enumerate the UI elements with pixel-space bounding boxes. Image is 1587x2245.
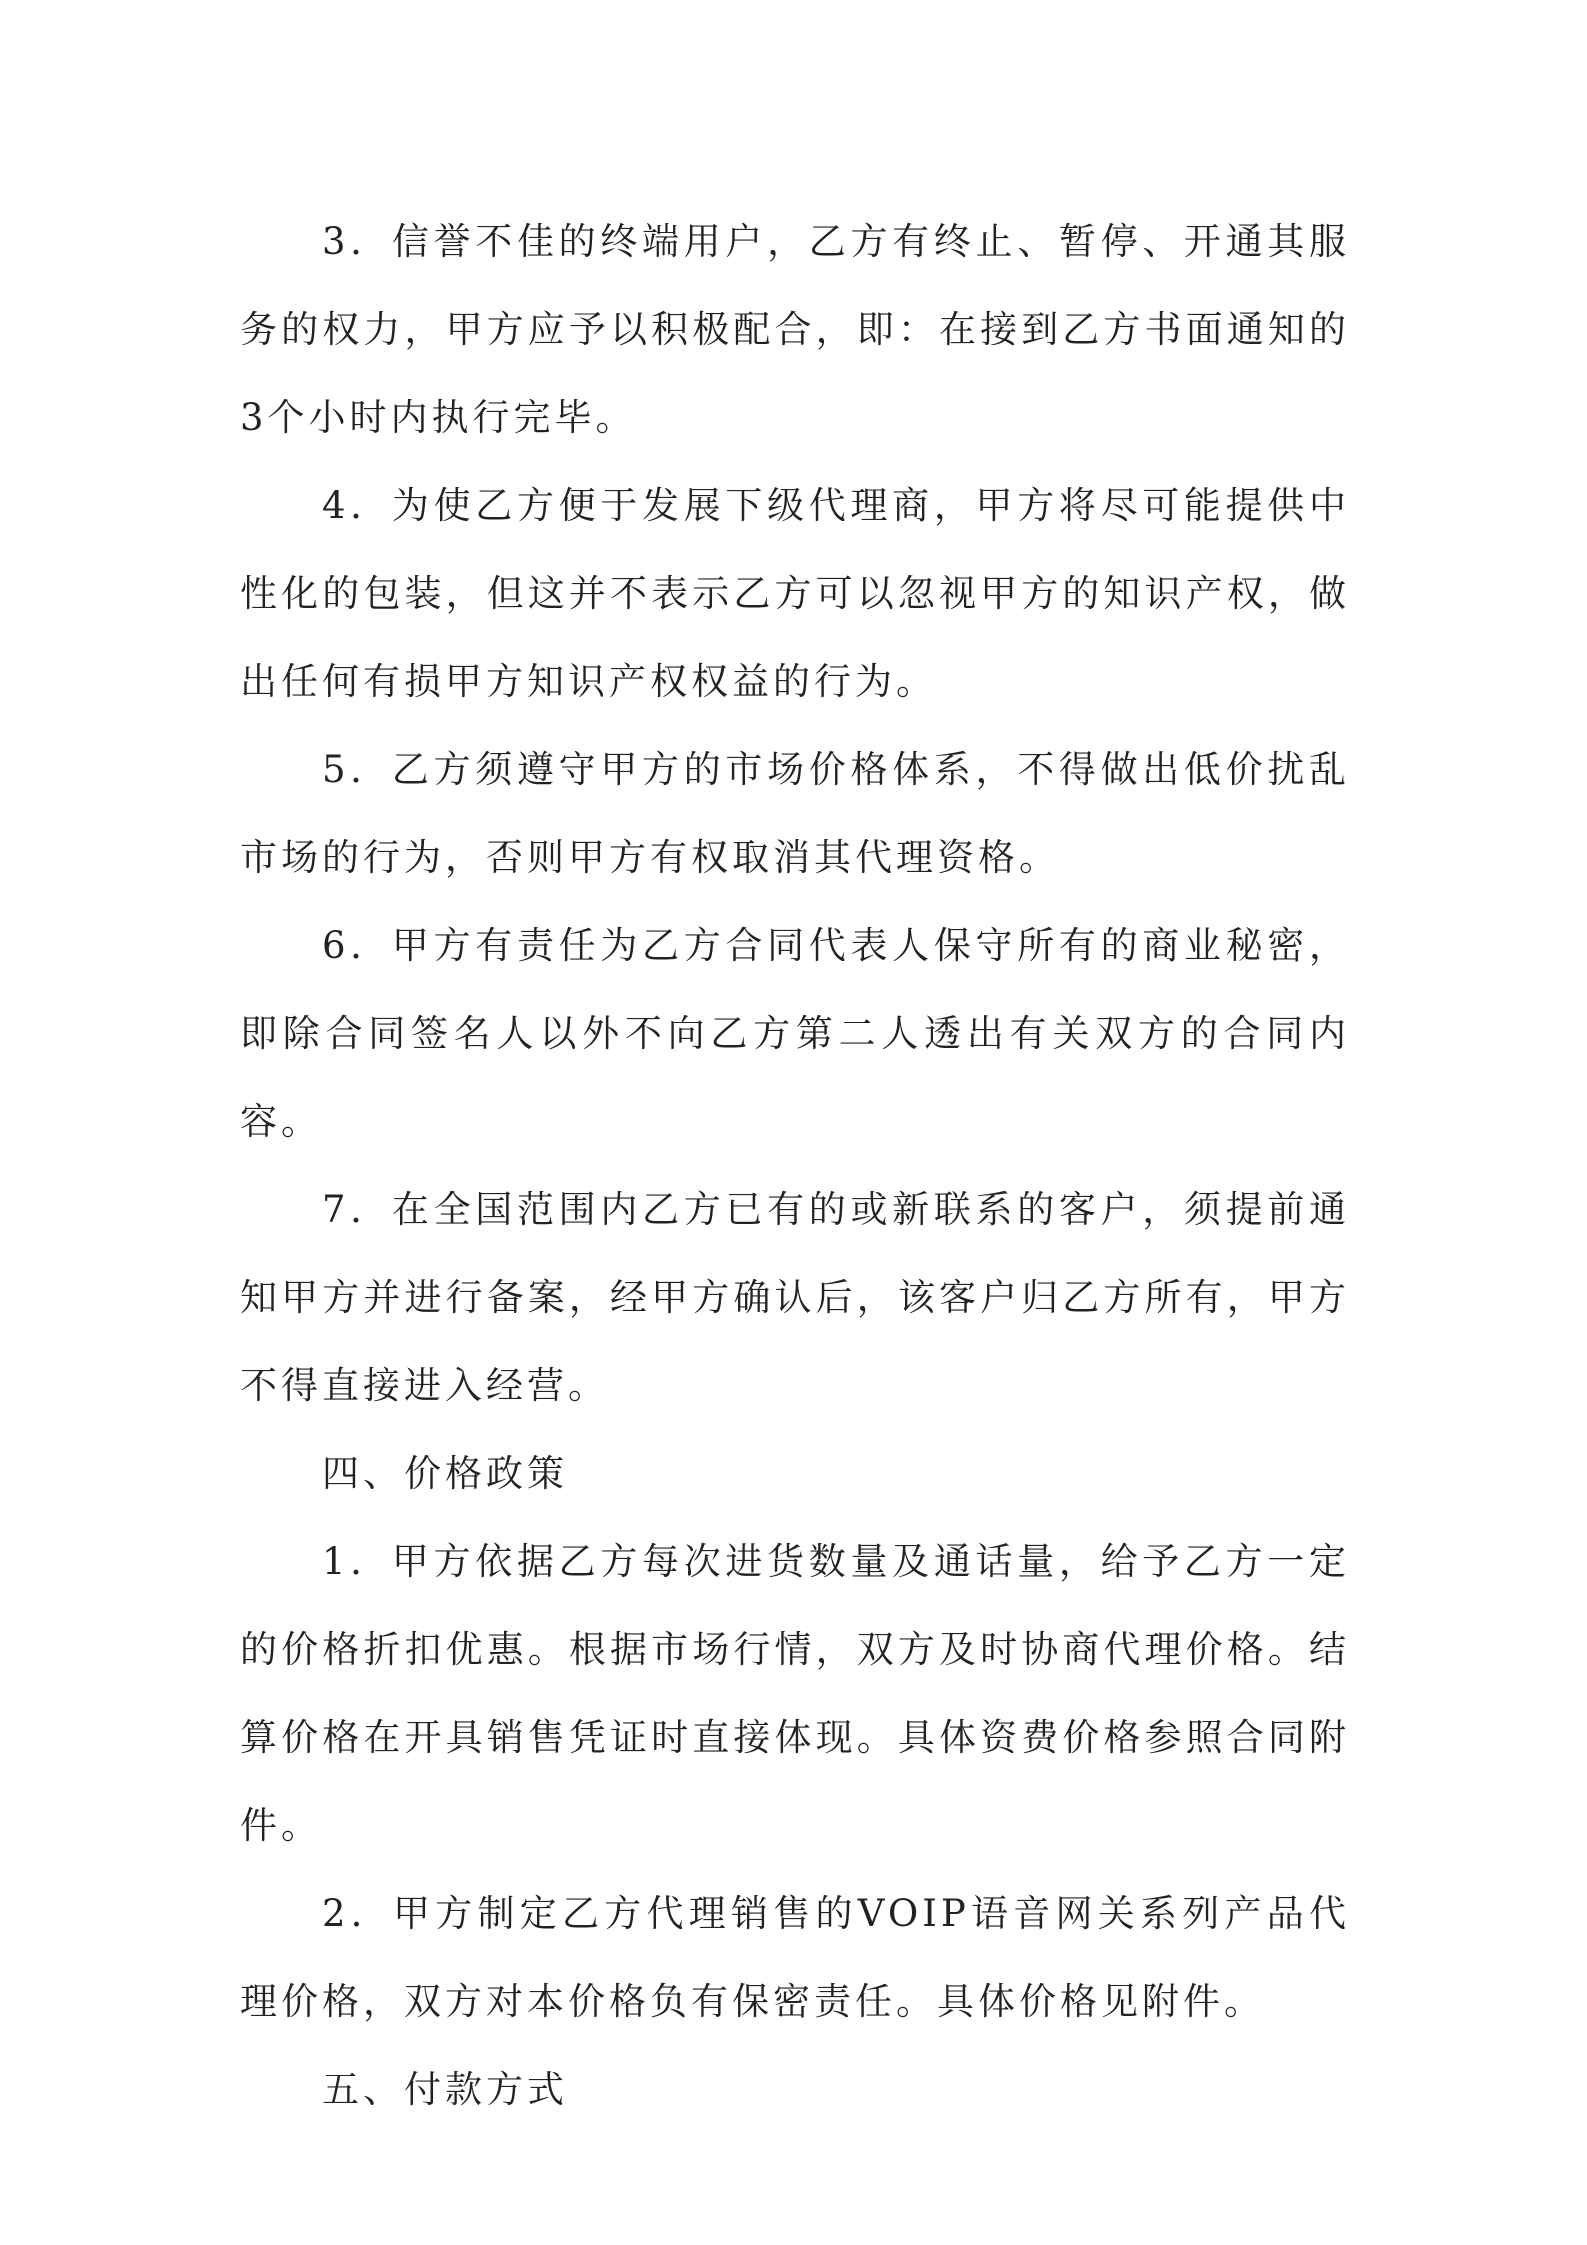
clause-6-paragraph: 6．甲方有责任为乙方合同代表人保守所有的商业秘密，即除合同签名人以外不向乙方第二人透出有关双方的合同内容。 [240, 924, 1350, 1143]
document-body [240, 198, 1350, 2134]
clause-4-paragraph: 4．为使乙方便于发展下级代理商，甲方将尽可能提供中性化的包装，但这并不表示乙方可以忽视甲方的知识产权，做出任何有损甲方知识产权权益的行为。 [240, 484, 1350, 703]
section-heading-payment-method: 五、付款方式 [322, 2068, 568, 2111]
price-clause-1-paragraph: 1．甲方依据乙方每次进货数量及通话量，给予乙方一定的价格折扣优惠。根据市场行情，双方及时协商代理价格。结算价格在开具销售凭证时直接体现。具体资费价格参照合同附件。 [240, 1540, 1350, 1847]
section-heading-price-policy: 四、价格政策 [322, 1452, 568, 1495]
clause-7-paragraph: 7．在全国范围内乙方已有的或新联系的客户，须提前通知甲方并进行备案，经甲方确认后，该客户归乙方所有，甲方不得直接进入经营。 [240, 1188, 1350, 1407]
price-clause-2-paragraph: 2．甲方制定乙方代理销售的VOIP语音网关系列产品代理价格，双方对本价格负有保密责任。具体价格见附件。 [240, 1892, 1350, 2023]
clause-5-paragraph: 5．乙方须遵守甲方的市场价格体系，不得做出低价扰乱市场的行为，否则甲方有权取消其代理资格。 [240, 748, 1350, 879]
clause-3-paragraph: 3．信誉不佳的终端用户，乙方有终止、暂停、开通其服务的权力，甲方应予以积极配合，即：在接到乙方书面通知的3个小时内执行完毕。 [240, 220, 1350, 439]
